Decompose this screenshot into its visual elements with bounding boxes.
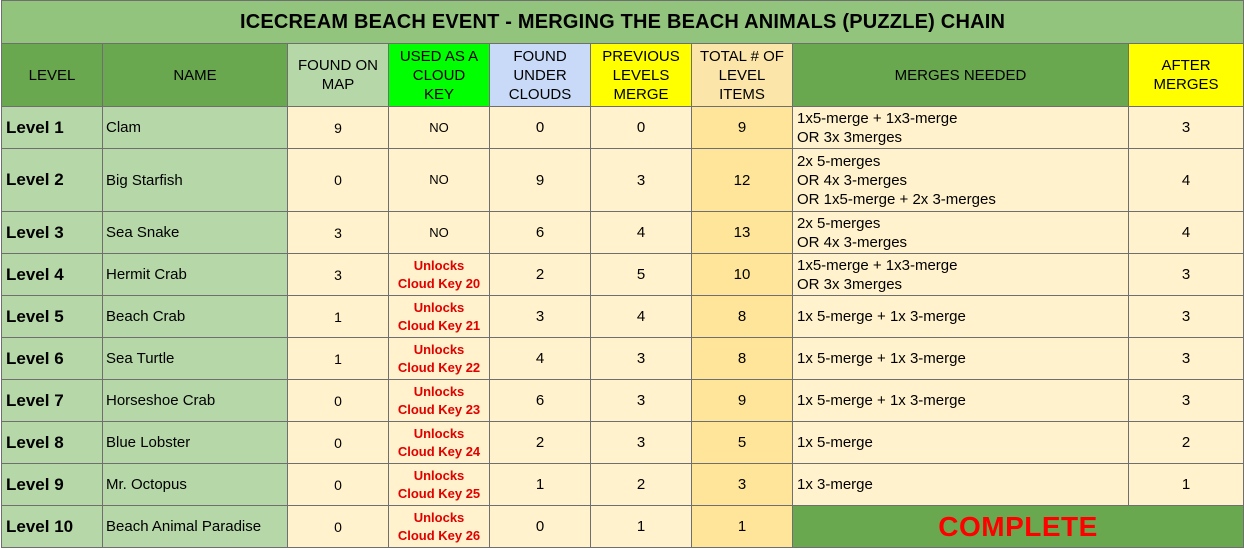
previous-merge-cell: 4 [591,296,692,338]
cloud-key-cell: NO [389,149,490,212]
found-on-map-cell: 0 [288,464,389,506]
total-items-cell: 1 [692,506,793,548]
header-name: NAME [103,44,288,107]
total-items-cell: 8 [692,296,793,338]
merges-needed-cell: 2x 5-merges OR 4x 3-merges [793,212,1129,254]
level-cell: Level 6 [2,338,103,380]
header-level: LEVEL [2,44,103,107]
total-items-cell: 13 [692,212,793,254]
level-cell: Level 7 [2,380,103,422]
table-row [2,380,1244,422]
cloud-key-cell: Unlocks Cloud Key 24 [389,422,490,464]
after-merges-cell: 1 [1129,464,1244,506]
complete-banner: COMPLETE [793,506,1244,548]
header-total-level-items: TOTAL # OF LEVEL ITEMS [692,44,793,107]
header-previous-levels-merge: PREVIOUS LEVELS MERGE [591,44,692,107]
name-cell: Beach Crab [103,296,288,338]
found-under-clouds-cell: 0 [490,506,591,548]
total-items-cell: 5 [692,422,793,464]
table-row [2,212,1244,254]
header-merges-needed: MERGES NEEDED [793,44,1129,107]
found-under-clouds-cell: 3 [490,296,591,338]
found-under-clouds-cell: 2 [490,254,591,296]
table-row [2,149,1244,212]
table-row [2,296,1244,338]
found-under-clouds-cell: 9 [490,149,591,212]
merges-needed-cell: 1x 5-merge + 1x 3-merge [793,380,1129,422]
table-title: ICECREAM BEACH EVENT - MERGING THE BEACH ANIMALS (PUZZLE) CHAIN [2,1,1244,44]
level-cell: Level 3 [2,212,103,254]
name-cell: Blue Lobster [103,422,288,464]
found-on-map-cell: 0 [288,149,389,212]
merges-needed-cell: 1x 5-merge + 1x 3-merge [793,338,1129,380]
previous-merge-cell: 3 [591,380,692,422]
after-merges-cell: 2 [1129,422,1244,464]
table-row [2,506,1244,548]
merges-needed-cell: 2x 5-merges OR 4x 3-merges OR 1x5-merge + 2x 3-merges [793,149,1129,212]
level-cell: Level 2 [2,149,103,212]
after-merges-cell: 4 [1129,149,1244,212]
header-used-as-cloud-key: USED AS A CLOUD KEY [389,44,490,107]
found-on-map-cell: 1 [288,296,389,338]
previous-merge-cell: 4 [591,212,692,254]
total-items-cell: 3 [692,464,793,506]
level-cell: Level 1 [2,107,103,149]
previous-merge-cell: 0 [591,107,692,149]
after-merges-cell: 3 [1129,296,1244,338]
total-items-cell: 8 [692,338,793,380]
table-row [2,338,1244,380]
after-merges-cell: 3 [1129,254,1244,296]
merge-chain-table [1,0,1244,548]
found-on-map-cell: 3 [288,212,389,254]
after-merges-cell: 3 [1129,107,1244,149]
table-row [2,422,1244,464]
name-cell: Clam [103,107,288,149]
cloud-key-cell: Unlocks Cloud Key 25 [389,464,490,506]
cloud-key-cell: Unlocks Cloud Key 22 [389,338,490,380]
level-cell: Level 10 [2,506,103,548]
previous-merge-cell: 1 [591,506,692,548]
found-under-clouds-cell: 6 [490,380,591,422]
cloud-key-cell: NO [389,107,490,149]
level-cell: Level 4 [2,254,103,296]
found-under-clouds-cell: 6 [490,212,591,254]
found-on-map-cell: 0 [288,422,389,464]
previous-merge-cell: 5 [591,254,692,296]
total-items-cell: 9 [692,380,793,422]
level-cell: Level 8 [2,422,103,464]
header-found-on-map: FOUND ON MAP [288,44,389,107]
merges-needed-cell: 1x 3-merge [793,464,1129,506]
found-on-map-cell: 0 [288,380,389,422]
table-row [2,254,1244,296]
previous-merge-cell: 3 [591,149,692,212]
name-cell: Sea Turtle [103,338,288,380]
name-cell: Hermit Crab [103,254,288,296]
after-merges-cell: 4 [1129,212,1244,254]
level-cell: Level 9 [2,464,103,506]
name-cell: Mr. Octopus [103,464,288,506]
found-under-clouds-cell: 1 [490,464,591,506]
cloud-key-cell: Unlocks Cloud Key 21 [389,296,490,338]
merges-needed-cell: 1x5-merge + 1x3-merge OR 3x 3merges [793,107,1129,149]
previous-merge-cell: 3 [591,422,692,464]
merges-needed-cell: 1x 5-merge + 1x 3-merge [793,296,1129,338]
name-cell: Horseshoe Crab [103,380,288,422]
found-under-clouds-cell: 2 [490,422,591,464]
found-under-clouds-cell: 0 [490,107,591,149]
table-row [2,107,1244,149]
after-merges-cell: 3 [1129,380,1244,422]
found-on-map-cell: 1 [288,338,389,380]
cloud-key-cell: Unlocks Cloud Key 20 [389,254,490,296]
after-merges-cell: 3 [1129,338,1244,380]
level-cell: Level 5 [2,296,103,338]
table-row [2,464,1244,506]
merges-needed-cell: 1x 5-merge [793,422,1129,464]
cloud-key-cell: Unlocks Cloud Key 23 [389,380,490,422]
cloud-key-cell: Unlocks Cloud Key 26 [389,506,490,548]
found-on-map-cell: 9 [288,107,389,149]
merges-needed-cell: 1x5-merge + 1x3-merge OR 3x 3merges [793,254,1129,296]
previous-merge-cell: 3 [591,338,692,380]
cloud-key-cell: NO [389,212,490,254]
found-under-clouds-cell: 4 [490,338,591,380]
header-found-under-clouds: FOUND UNDER CLOUDS [490,44,591,107]
name-cell: Beach Animal Paradise [103,506,288,548]
header-after-merges: AFTER MERGES [1129,44,1244,107]
total-items-cell: 9 [692,107,793,149]
name-cell: Big Starfish [103,149,288,212]
found-on-map-cell: 0 [288,506,389,548]
total-items-cell: 10 [692,254,793,296]
name-cell: Sea Snake [103,212,288,254]
previous-merge-cell: 2 [591,464,692,506]
found-on-map-cell: 3 [288,254,389,296]
total-items-cell: 12 [692,149,793,212]
